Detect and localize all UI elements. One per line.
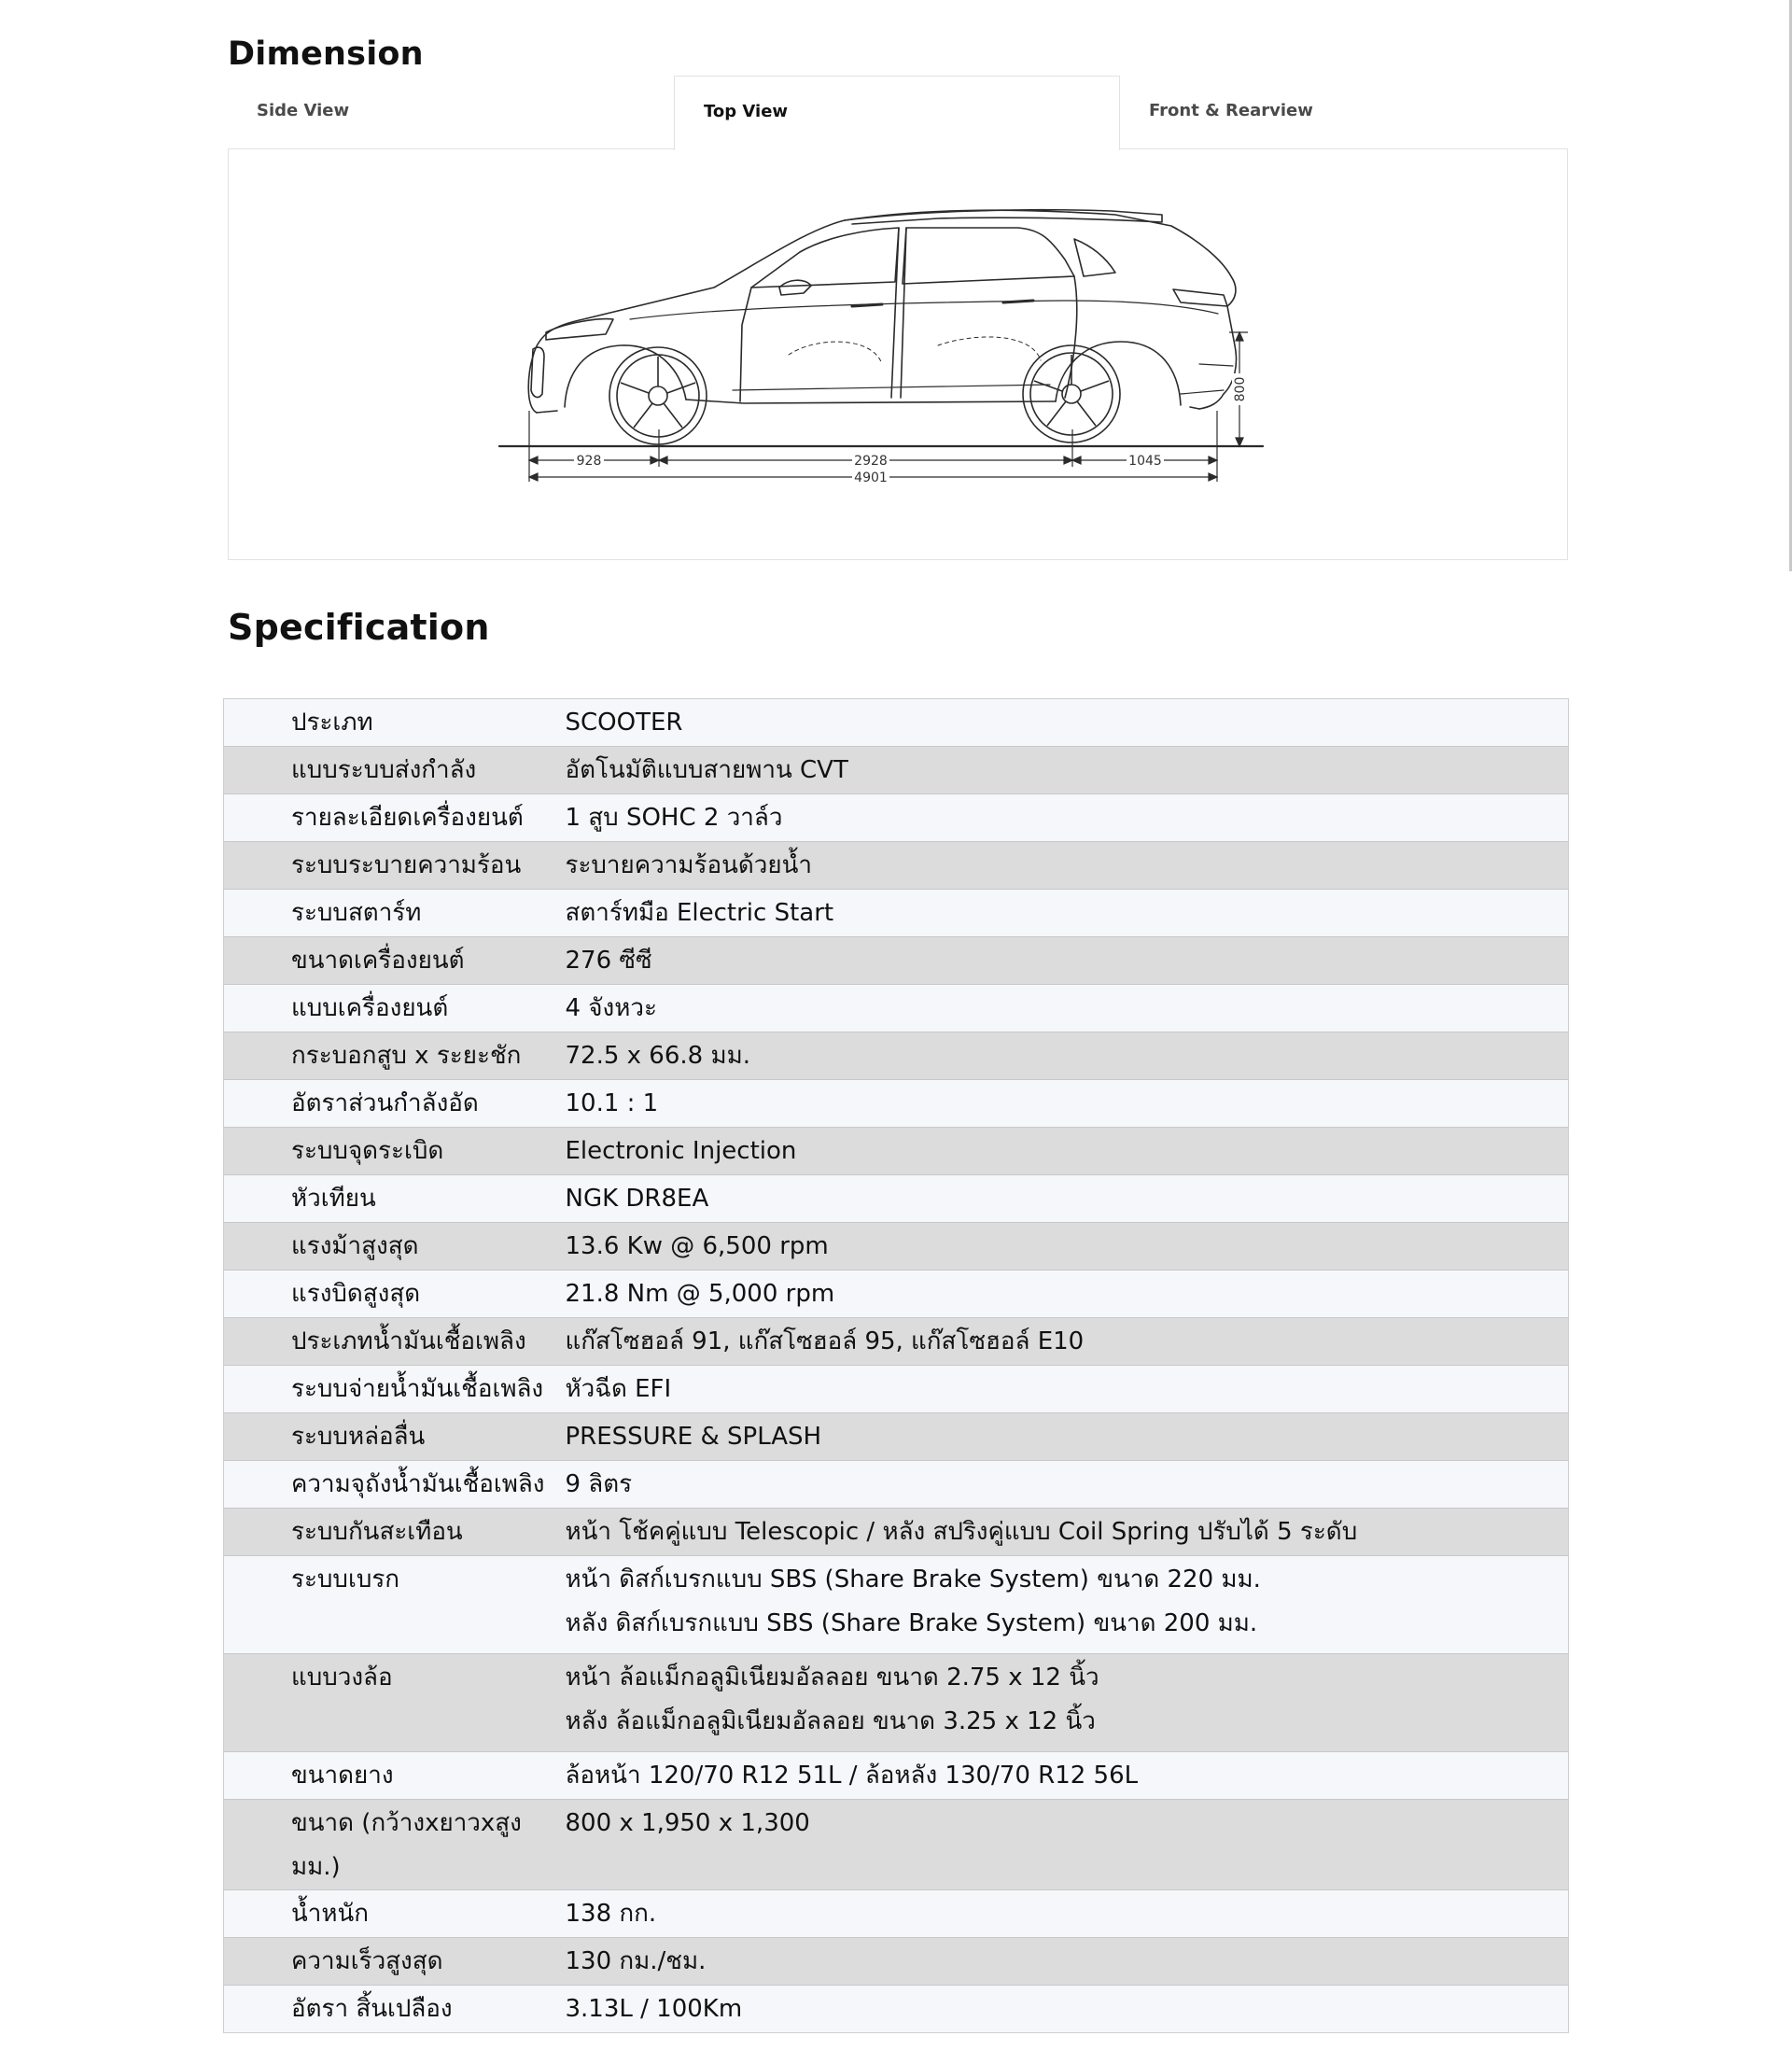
specification-table bbox=[223, 698, 1569, 2033]
spec-value-line: 9 ลิตร bbox=[565, 1470, 633, 1498]
spec-label: แบบระบบส่งกำลัง bbox=[291, 756, 477, 784]
spec-value-line: 3.13L / 100Km bbox=[565, 1995, 743, 2023]
spec-value-line: 4 จังหวะ bbox=[565, 994, 657, 1022]
tab-top-view[interactable]: Top View bbox=[674, 76, 1120, 150]
spec-value bbox=[566, 1654, 1569, 1752]
spec-label: ระบบสตาร์ท bbox=[291, 899, 422, 927]
spec-value-line: หลัง ดิสก์เบรกแบบ SBS (Share Brake System) ขนาด 200 มม. bbox=[565, 1609, 1258, 1637]
spec-value bbox=[566, 1556, 1569, 1654]
spec-row bbox=[224, 985, 1569, 1032]
spec-row bbox=[224, 1556, 1569, 1654]
spec-value-line: อัตโนมัติแบบสายพาน CVT bbox=[565, 756, 848, 784]
spec-label: ประเภท bbox=[291, 709, 373, 737]
spec-value-line: หน้า โช้คคู่แบบ Telescopic / หลัง สปริงคู่แบบ Coil Spring ปรับได้ 5 ระดับ bbox=[565, 1518, 1358, 1546]
spec-value-line: PRESSURE & SPLASH bbox=[565, 1423, 822, 1451]
car-dimension-drawing bbox=[229, 149, 1569, 561]
spec-value bbox=[566, 794, 1569, 842]
spec-value bbox=[566, 747, 1569, 794]
spec-row bbox=[224, 1461, 1569, 1509]
spec-row bbox=[224, 1986, 1569, 2033]
spec-value-line: 276 ซีซี bbox=[565, 947, 652, 975]
spec-value-line: 1 สูบ SOHC 2 วาล์ว bbox=[565, 804, 783, 832]
spec-value bbox=[566, 1032, 1569, 1080]
spec-label: กระบอกสูบ x ระยะชัก bbox=[291, 1042, 522, 1070]
spec-value bbox=[566, 1128, 1569, 1175]
spec-label: อัตรา สิ้นเปลือง bbox=[291, 1995, 453, 2023]
spec-value bbox=[566, 699, 1569, 747]
spec-value-line: SCOOTER bbox=[565, 709, 683, 737]
spec-label: ระบบจ่ายน้ำมันเชื้อเพลิง bbox=[291, 1375, 544, 1403]
spec-value bbox=[566, 890, 1569, 937]
spec-value-line: 10.1 : 1 bbox=[565, 1089, 659, 1117]
spec-value bbox=[566, 985, 1569, 1032]
spec-value-line: Electronic Injection bbox=[565, 1137, 797, 1165]
spec-row bbox=[224, 1413, 1569, 1461]
specification-title: Specification bbox=[228, 607, 490, 648]
dimension-drawing-panel bbox=[228, 148, 1568, 560]
spec-value-line: หน้า ดิสก์เบรกแบบ SBS (Share Brake System) ขนาด 220 มม. bbox=[565, 1566, 1261, 1594]
spec-row bbox=[224, 890, 1569, 937]
spec-value bbox=[566, 1986, 1569, 2033]
spec-row bbox=[224, 1318, 1569, 1366]
spec-value-line: 130 กม./ชม. bbox=[565, 1947, 707, 1975]
spec-label: ความเร็วสูงสุด bbox=[291, 1947, 443, 1975]
spec-value bbox=[566, 842, 1569, 890]
spec-label: ประเภทน้ำมันเชื้อเพลิง bbox=[291, 1327, 526, 1355]
spec-value bbox=[566, 1509, 1569, 1556]
spec-row bbox=[224, 1509, 1569, 1556]
spec-row bbox=[224, 794, 1569, 842]
spec-value-line: หลัง ล้อแม็กอลูมิเนียมอัลลอย ขนาด 3.25 x 12 นิ้ว bbox=[565, 1707, 1096, 1735]
dimension-title: Dimension bbox=[228, 35, 424, 73]
spec-row bbox=[224, 1366, 1569, 1413]
spec-row bbox=[224, 699, 1569, 747]
spec-value bbox=[566, 1800, 1569, 1890]
tab-side-view[interactable]: Side View bbox=[257, 101, 350, 120]
spec-value bbox=[566, 1938, 1569, 1986]
spec-row bbox=[224, 1890, 1569, 1938]
spec-label: ระบบเบรก bbox=[291, 1566, 400, 1594]
spec-value bbox=[566, 1890, 1569, 1938]
spec-row bbox=[224, 937, 1569, 985]
spec-label: รายละเอียดเครื่องยนต์ bbox=[291, 804, 524, 832]
spec-value-line: ล้อหน้า 120/70 R12 51L / ล้อหลัง 130/70 R12 56L bbox=[565, 1762, 1139, 1790]
spec-row bbox=[224, 1128, 1569, 1175]
rear-overhang-label: 1045 bbox=[1128, 454, 1162, 469]
spec-row bbox=[224, 1175, 1569, 1223]
spec-row bbox=[224, 1800, 1569, 1890]
spec-label: ขนาดยาง bbox=[291, 1762, 394, 1790]
quarter-window bbox=[1074, 239, 1115, 276]
front-window bbox=[751, 228, 899, 288]
spec-value-line: หน้า ล้อแม็กอลูมิเนียมอัลลอย ขนาด 2.75 x 12 นิ้ว bbox=[565, 1664, 1099, 1692]
spec-row bbox=[224, 747, 1569, 794]
spec-value-line: หัวฉีด EFI bbox=[565, 1375, 672, 1403]
spec-value-line: 72.5 x 66.8 มม. bbox=[565, 1042, 751, 1070]
spec-label: ระบบหล่อลื่น bbox=[291, 1423, 426, 1451]
spec-label: ขนาด (กว้างxยาวxสูง มม.) bbox=[291, 1809, 522, 1881]
spec-row bbox=[224, 1223, 1569, 1271]
spec-value bbox=[566, 1318, 1569, 1366]
dimension-tabs bbox=[228, 76, 1568, 149]
spec-row bbox=[224, 1654, 1569, 1752]
spec-value-line: 13.6 Kw @ 6,500 rpm bbox=[565, 1232, 829, 1260]
spec-row bbox=[224, 842, 1569, 890]
spec-value bbox=[566, 1366, 1569, 1413]
spec-value-line: 138 กก. bbox=[565, 1900, 657, 1928]
spec-label: แบบวงล้อ bbox=[291, 1664, 393, 1692]
spec-value bbox=[566, 1223, 1569, 1271]
spec-value bbox=[566, 1752, 1569, 1800]
spec-value bbox=[566, 1413, 1569, 1461]
spec-row bbox=[224, 1752, 1569, 1800]
spec-label: น้ำหนัก bbox=[291, 1900, 370, 1928]
spec-label: แรงบิดสูงสุด bbox=[291, 1280, 421, 1308]
spec-row bbox=[224, 1032, 1569, 1080]
spec-value-line: ระบายความร้อนด้วยน้ำ bbox=[565, 851, 812, 879]
spec-value-line: แก๊สโซฮอล์ 91, แก๊สโซฮอล์ 95, แก๊สโซฮอล์ E10 bbox=[565, 1327, 1085, 1355]
tab-front-rearview[interactable]: Front & Rearview bbox=[1149, 101, 1313, 120]
spec-label: ความจุถังน้ำมันเชื้อเพลิง bbox=[291, 1470, 545, 1498]
rear-window bbox=[903, 228, 1074, 284]
front-wheel bbox=[609, 347, 707, 444]
overall-length-label: 4901 bbox=[854, 470, 888, 485]
spec-label: อัตราส่วนกำลังอัด bbox=[291, 1089, 479, 1117]
spec-label: แบบเครื่องยนต์ bbox=[291, 994, 449, 1022]
spec-value-line: 21.8 Nm @ 5,000 rpm bbox=[565, 1280, 835, 1308]
height-marker-label: 800 bbox=[1233, 376, 1248, 402]
spec-row bbox=[224, 1080, 1569, 1128]
spec-label: หัวเทียน bbox=[291, 1185, 376, 1213]
spec-row bbox=[224, 1938, 1569, 1986]
car-body-outline bbox=[528, 210, 1236, 413]
spec-label: ระบบระบายความร้อน bbox=[291, 851, 522, 879]
spec-value bbox=[566, 1461, 1569, 1509]
spec-value-line: NGK DR8EA bbox=[565, 1185, 709, 1213]
spec-value-line: สตาร์ทมือ Electric Start bbox=[565, 899, 834, 927]
spec-value-line: 800 x 1,950 x 1,300 bbox=[565, 1809, 810, 1837]
spec-value bbox=[566, 1271, 1569, 1318]
rear-wheel bbox=[1023, 345, 1120, 442]
spec-label: ขนาดเครื่องยนต์ bbox=[291, 947, 465, 975]
spec-label: ระบบจุดระเบิด bbox=[291, 1137, 444, 1165]
front-overhang-label: 928 bbox=[576, 454, 602, 469]
wheelbase-label: 2928 bbox=[854, 454, 888, 469]
spec-value bbox=[566, 937, 1569, 985]
spec-value bbox=[566, 1175, 1569, 1223]
spec-row bbox=[224, 1271, 1569, 1318]
spec-value bbox=[566, 1080, 1569, 1128]
spec-label: แรงม้าสูงสุด bbox=[291, 1232, 419, 1260]
spec-label: ระบบกันสะเทือน bbox=[291, 1518, 463, 1546]
